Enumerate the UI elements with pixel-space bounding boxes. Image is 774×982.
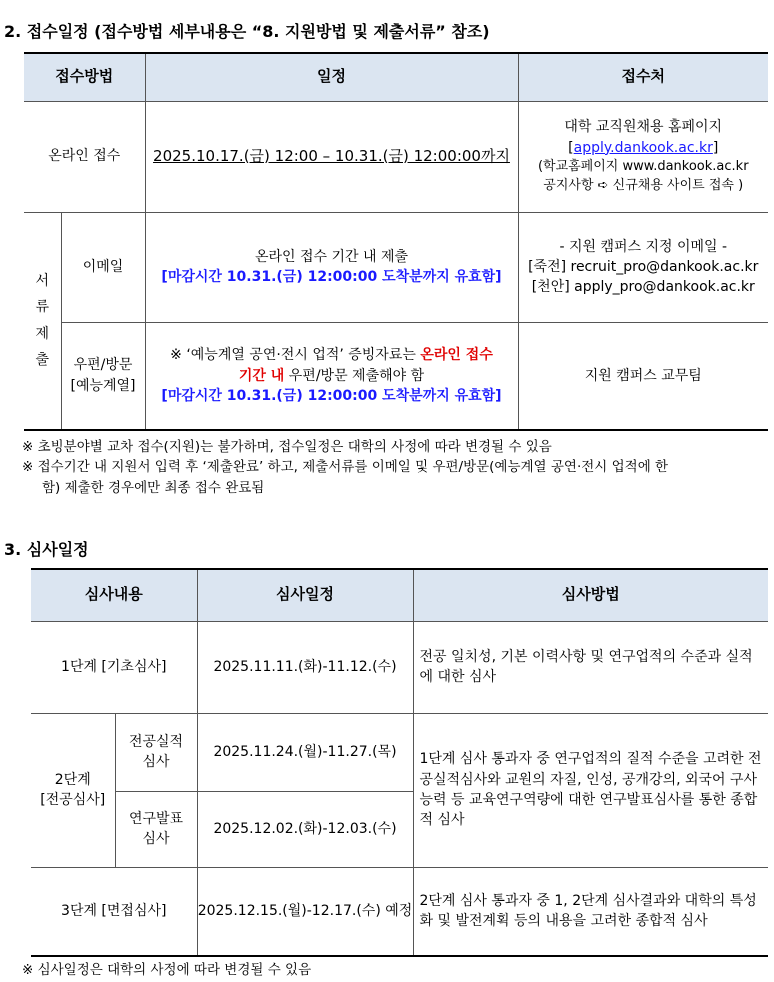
online-place: 대학 교직원채용 홈페이지 [apply.dankook.ac.kr] (학교홈페이지 www.dankook.ac.kr 공지사항 ➪ 신규채용 사이트 접속 ) bbox=[518, 101, 768, 212]
email-place: - 지원 캠퍼스 지정 이메일 - [죽전] recruit_pro@dankook.ac.kr [천안] apply_pro@dankook.ac.kr bbox=[518, 212, 768, 322]
stage1-content: 1단계 [기초심사] bbox=[31, 621, 197, 713]
post-place: 지원 캠퍼스 교무팀 bbox=[518, 322, 768, 430]
email-method: 이메일 bbox=[61, 212, 145, 322]
stage3-date: 2025.12.15.(월)-12.17.(수) 예정 bbox=[197, 867, 413, 956]
stage1-date: 2025.11.11.(화)-11.12.(수) bbox=[197, 621, 413, 713]
section3-title: 3. 심사일정 bbox=[4, 540, 89, 559]
header-method: 접수방법 bbox=[24, 53, 145, 101]
review-schedule-table bbox=[31, 568, 768, 957]
email-schedule: 온라인 접수 기간 내 제출 [마감시간 10.31.(금) 12:00:00 도착분까지 유효함] bbox=[145, 212, 518, 322]
section2-title: 2. 접수일정 (접수방법 세부내용은 “8. 지원방법 및 제출서류” 참조) bbox=[4, 22, 490, 41]
stage1-method: 전공 일치성, 기본 이력사항 및 연구업적의 수준과 실적에 대한 심사 bbox=[413, 621, 768, 713]
stage3-content: 3단계 [면접심사] bbox=[31, 867, 197, 956]
sec2-notes: ※ 초빙분야별 교차 접수(지원)는 불가하며, 접수일정은 대학의 사정에 따라 변경될 수 있음 ※ 접수기간 내 지원서 입력 후 ‘제출완료’ 하고, 제출서류를 이메일 및 우편/방문(예능계열 공연·전시 업적에 한 함) 제출한 경우에만 최종 접수 완료됨 bbox=[22, 439, 669, 496]
online-schedule: 2025.10.17.(금) 12:00 – 10.31.(금) 12:00:00까지 bbox=[145, 101, 518, 212]
post-method: 우편/방문 [예능계열] bbox=[61, 322, 145, 430]
stage2-sub1: 전공실적 심사 bbox=[115, 713, 197, 791]
stage2-method: 1단계 심사 통과자 중 연구업적의 질적 수준을 고려한 전공실적심사와 교원의 자질, 인성, 공개강의, 외국어 구사능력 등 교육연구역량에 대한 연구발표심사를 통한 종합적 심사 bbox=[413, 713, 768, 867]
header-date: 심사일정 bbox=[197, 569, 413, 621]
header-method3: 심사방법 bbox=[413, 569, 768, 621]
stage2-date2: 2025.12.02.(화)-12.03.(수) bbox=[197, 791, 413, 867]
stage2-date1: 2025.11.24.(월)-11.27.(목) bbox=[197, 713, 413, 791]
header-place: 접수처 bbox=[518, 53, 768, 101]
sec3-note: ※ 심사일정은 대학의 사정에 따라 변경될 수 있음 bbox=[22, 962, 312, 978]
post-schedule: ※ ‘예능계열 공연·전시 업적’ 증빙자료는 온라인 접수 기간 내 우편/방문 제출해야 함 [마감시간 10.31.(금) 12:00:00 도착분까지 유효함] bbox=[145, 322, 518, 430]
stage2-content: 2단계 [전공심사] bbox=[31, 713, 115, 867]
online-method: 온라인 접수 bbox=[24, 101, 145, 212]
application-schedule-table bbox=[24, 52, 768, 431]
apply-site-link[interactable]: apply.dankook.ac.kr bbox=[573, 139, 713, 156]
document-submission-label: 서 류 제 출 bbox=[24, 212, 61, 430]
header-schedule: 일정 bbox=[145, 53, 518, 101]
stage3-method: 2단계 심사 통과자 중 1, 2단계 심사결과와 대학의 특성화 및 발전계획 등의 내용을 고려한 종합적 심사 bbox=[413, 867, 768, 956]
stage2-sub2: 연구발표 심사 bbox=[115, 791, 197, 867]
header-content: 심사내용 bbox=[31, 569, 197, 621]
